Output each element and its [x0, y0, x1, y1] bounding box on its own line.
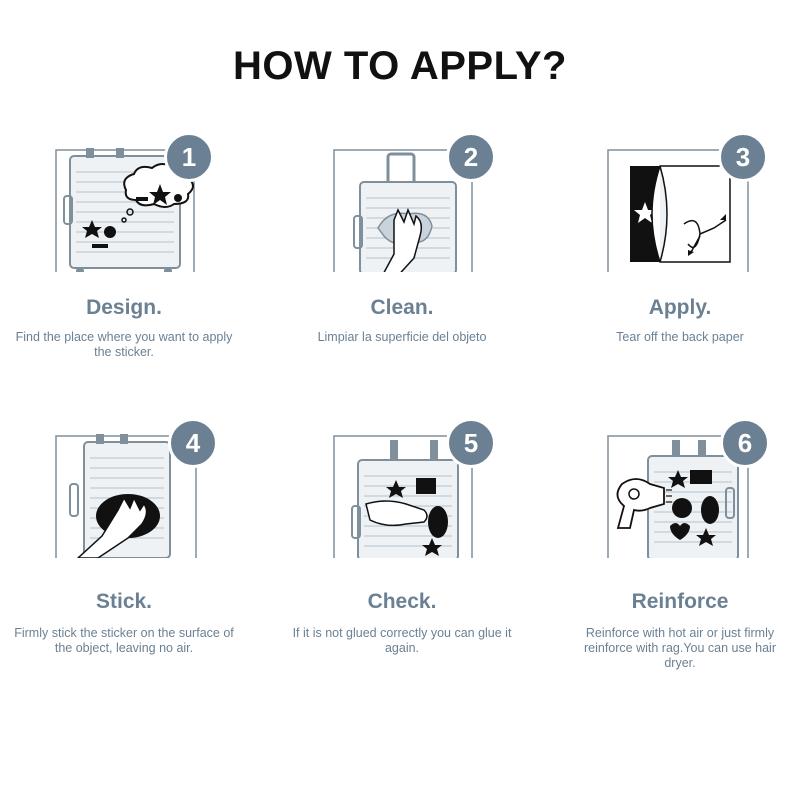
step-number-badge: 1: [164, 132, 214, 182]
step-number-badge: 4: [168, 418, 218, 468]
step-description: Reinforce with hot air or just firmly reinforce with rag.You can use hair dryer.: [583, 626, 776, 670]
step-number-badge: 5: [446, 418, 496, 468]
step-description: Limpiar la superficie del objeto: [317, 330, 487, 344]
step-title: Reinforce: [631, 590, 729, 613]
step-description: Find the place where you want to apply the sticker.: [15, 330, 233, 359]
step-number-badge: 6: [720, 418, 770, 468]
step-title: Apply.: [648, 296, 712, 319]
step-number-badge: 2: [446, 132, 496, 182]
step-number-badge: 3: [718, 132, 768, 182]
step-description: Firmly stick the sticker on the surface of the object, leaving no air.: [14, 626, 234, 655]
step-title: Stick.: [95, 590, 153, 613]
step-title: Design.: [86, 296, 162, 319]
step-description: If it is not glued correctly you can glue it again.: [292, 626, 512, 655]
page-title: HOW TO APPLY?: [233, 44, 567, 88]
step-title: Check.: [367, 590, 437, 613]
step-title: Clean.: [370, 296, 434, 319]
step-description: Tear off the back paper: [616, 330, 744, 344]
